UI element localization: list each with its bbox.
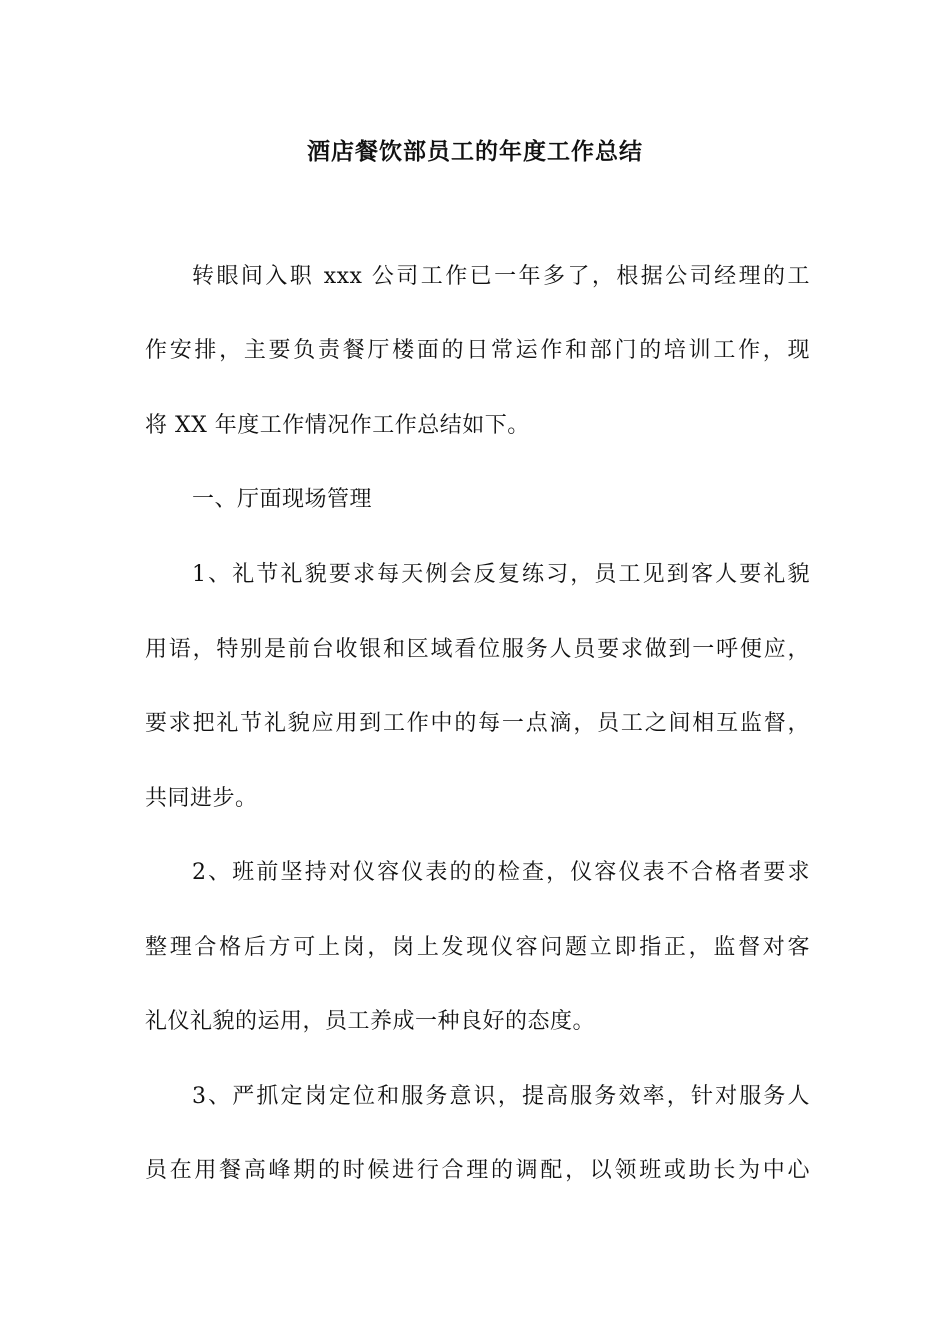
paragraph-line: 3、严抓定岗定位和服务意识，提高服务效率，针对服务人: [192, 1084, 810, 1109]
paragraph-line: 用语，特别是前台收银和区域看位服务人员要求做到一呼便应，: [145, 637, 810, 662]
paragraph-line: 礼仪礼貌的运用，员工养成一种良好的态度。: [145, 1009, 596, 1034]
paragraph-line: 共同进步。: [145, 786, 258, 811]
paragraph-line: 1、礼节礼貌要求每天例会反复练习，员工见到客人要礼貌: [192, 562, 810, 587]
paragraph-line: 作安排，主要负责餐厅楼面的日常运作和部门的培训工作，现: [145, 338, 810, 363]
paragraph-line: 员在用餐高峰期的时候进行合理的调配，以领班或助长为中心: [145, 1158, 810, 1183]
paragraph-line: 整理合格后方可上岗，岗上发现仪容问题立即指正，监督对客: [145, 935, 810, 960]
paragraph-line: 2、班前坚持对仪容仪表的的检查，仪容仪表不合格者要求: [192, 860, 810, 885]
page-title: 酒店餐饮部员工的年度工作总结: [307, 138, 643, 165]
paragraph-line: 要求把礼节礼貌应用到工作中的每一点滴，员工之间相互监督，: [145, 711, 810, 736]
paragraph-line: 将 XX 年度工作情况作工作总结如下。: [145, 413, 530, 438]
section-heading-text: 一、厅面现场管理: [192, 487, 373, 512]
paragraph-line: 转眼间入职 xxx 公司工作已一年多了，根据公司经理的工: [192, 264, 810, 289]
